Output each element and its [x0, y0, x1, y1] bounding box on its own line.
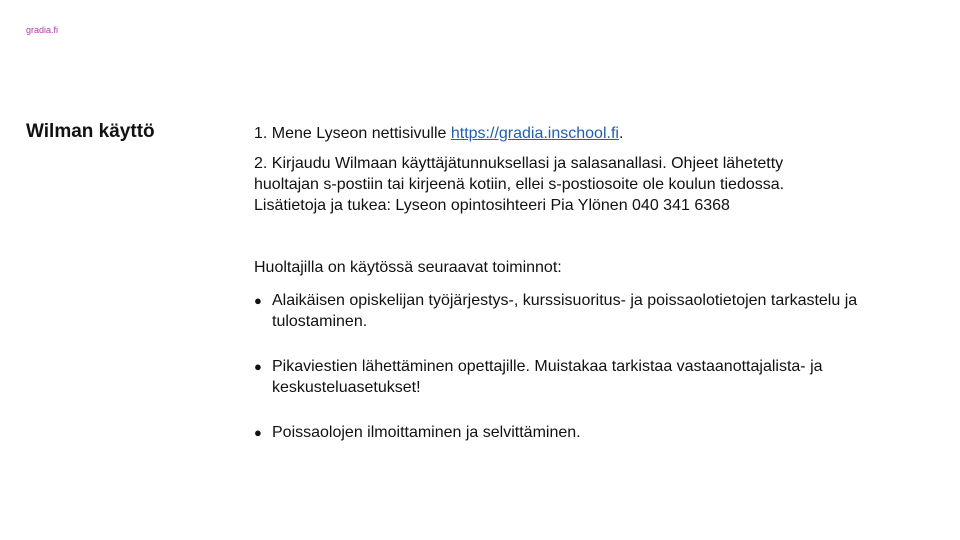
list-item-text: Alaikäisen opiskelijan työjärjestys-, kurssisuoritus- ja poissaolotietojen tarkastelu ja tulostaminen. [272, 292, 858, 330]
bullet-icon: ● [254, 425, 262, 440]
list-item [254, 422, 904, 443]
step-2-line-1: 2. Kirjaudu Wilmaan käyttäjätunnuksellasi ja salasanallasi. Ohjeet lähetetty [254, 155, 784, 172]
list-item [254, 356, 904, 398]
step-2-text [254, 153, 904, 216]
features-intro: Huoltajilla on käytössä seuraavat toiminnot: [254, 259, 562, 276]
step-1-text [254, 123, 904, 144]
step-1-prefix: 1. Mene Lyseon nettisivulle [254, 125, 451, 142]
list-item-text: Pikaviestien lähettäminen opettajille. Muistakaa tarkistaa vastaanottajalista- ja keskusteluasetukset! [272, 358, 823, 396]
slide-content [254, 123, 904, 443]
inschool-link[interactable]: https://gradia.inschool.fi [450, 125, 619, 142]
features-list [254, 290, 904, 443]
list-item-text: Poissaolojen ilmoittaminen ja selvittäminen. [272, 424, 581, 441]
bullet-icon: ● [254, 359, 262, 374]
brand-label: gradia.fi [26, 25, 59, 35]
slide-title: Wilman käyttö [26, 121, 155, 142]
bullet-icon: ● [254, 293, 262, 308]
step-2-line-3: Lisätietoja ja tukea: Lyseon opintosihteeri Pia Ylönen 040 341 6368 [254, 197, 730, 214]
list-item [254, 290, 904, 332]
step-2-line-2: huoltajan s-postiin tai kirjeenä kotiin, ellei s-postiosoite ole koulun tiedossa. [254, 176, 785, 193]
step-1-suffix: . [618, 125, 624, 142]
